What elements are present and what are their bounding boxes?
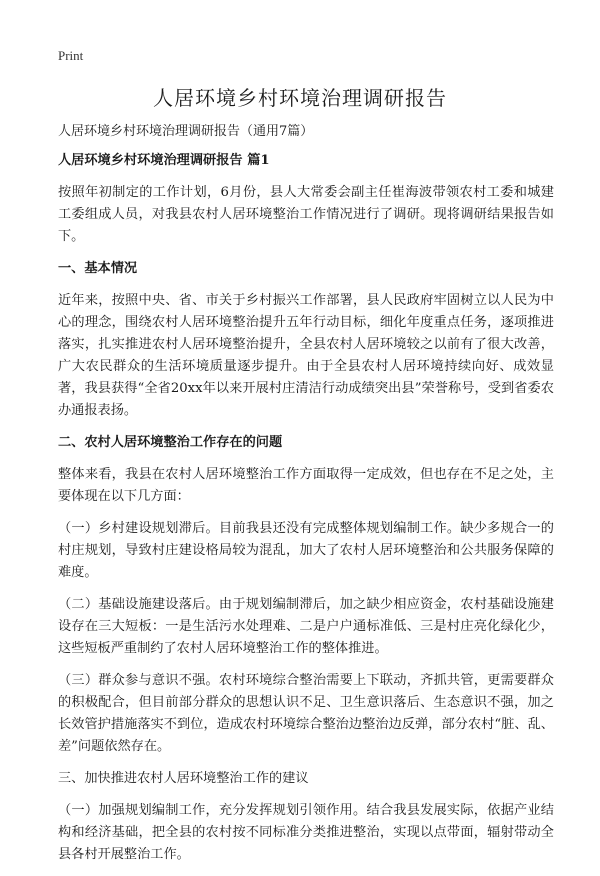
- section2-item-1: （一）乡村建设规划滞后。目前我县还没有完成整体规划编制工作。缺少多规合一的村庄规划，导致村庄建设格局较为混乱，加大了农村人居环境整治和公共服务保障的难度。: [58, 521, 554, 580]
- print-link[interactable]: Print: [58, 48, 84, 63]
- section2-intro: 整体来看，我县在农村人居环境整治工作方面取得一定成效，但也存在不足之处，主要体现在以下几方面：: [58, 467, 554, 504]
- section2-heading: 二、农村人居环境整治工作存在的问题: [58, 435, 283, 450]
- intro-paragraph: 按照年初制定的工作计划，6月份，县人大常委会副主任崔海波带领农村工委和城建工委组成人员，对我县农村人居环境整治工作情况进行了调研。现将调研结果报告如下。: [58, 185, 554, 244]
- section2-item-3: （三）群众参与意识不强。农村环境综合整治需要上下联动，齐抓共管，更需要群众的积极配合，但目前部分群众的思想认识不足、卫生意识落后、生态意识不强，加之长效管护措施落实不到位，造成农村环境综合整治边整治边反弹，部分农村“脏、乱、差”问题依然存在。: [58, 673, 554, 754]
- section2-item-2: （二）基础设施建设落后。由于规划编制滞后，加之缺少相应资金，农村基础设施建设存在三大短板：一是生活污水处理难、二是户户通标准低、三是村庄亮化绿化少，这些短板严重制约了农村人居环境整治工作的整体推进。: [58, 597, 554, 656]
- section3-heading: 三、加快推进农村人居环境整治工作的建议: [58, 771, 309, 786]
- section1-paragraph: 近年来，按照中央、省、市关于乡村振兴工作部署，县人民政府牢固树立以人民为中心的理念，围绕农村人居环境整治提升五年行动目标，细化年度重点任务，逐项推进落实，扎实推进农村人居环境整治提升，全县农村人居环境较之以前有了很大改善，广大农民群众的生活环境质量逐步提升。由于全县农村人居环境持续向好、成效显著，我县获得“全省20xx年以来开展村庄清洁行动成绩突出县”荣誉称号，受到省委农办通报表扬。: [58, 293, 554, 418]
- section3-item-1: （一）加强规划编制工作，充分发挥规划引领作用。结合我县发展实际，依据产业结构和经济基础，把全县的农村按不同标准分类推进整治，实现以点带面，辐射带动全县各村开展整治工作。: [58, 803, 554, 862]
- page-title: 人居环境乡村环境治理调研报告: [153, 86, 447, 110]
- section1-heading: 一、基本情况: [58, 261, 138, 276]
- article-heading: 人居环境乡村环境治理调研报告 篇1: [58, 153, 270, 168]
- document-subtitle: 人居环境乡村环境治理调研报告（通用7篇）: [58, 124, 314, 139]
- document-body: [58, 150, 554, 876]
